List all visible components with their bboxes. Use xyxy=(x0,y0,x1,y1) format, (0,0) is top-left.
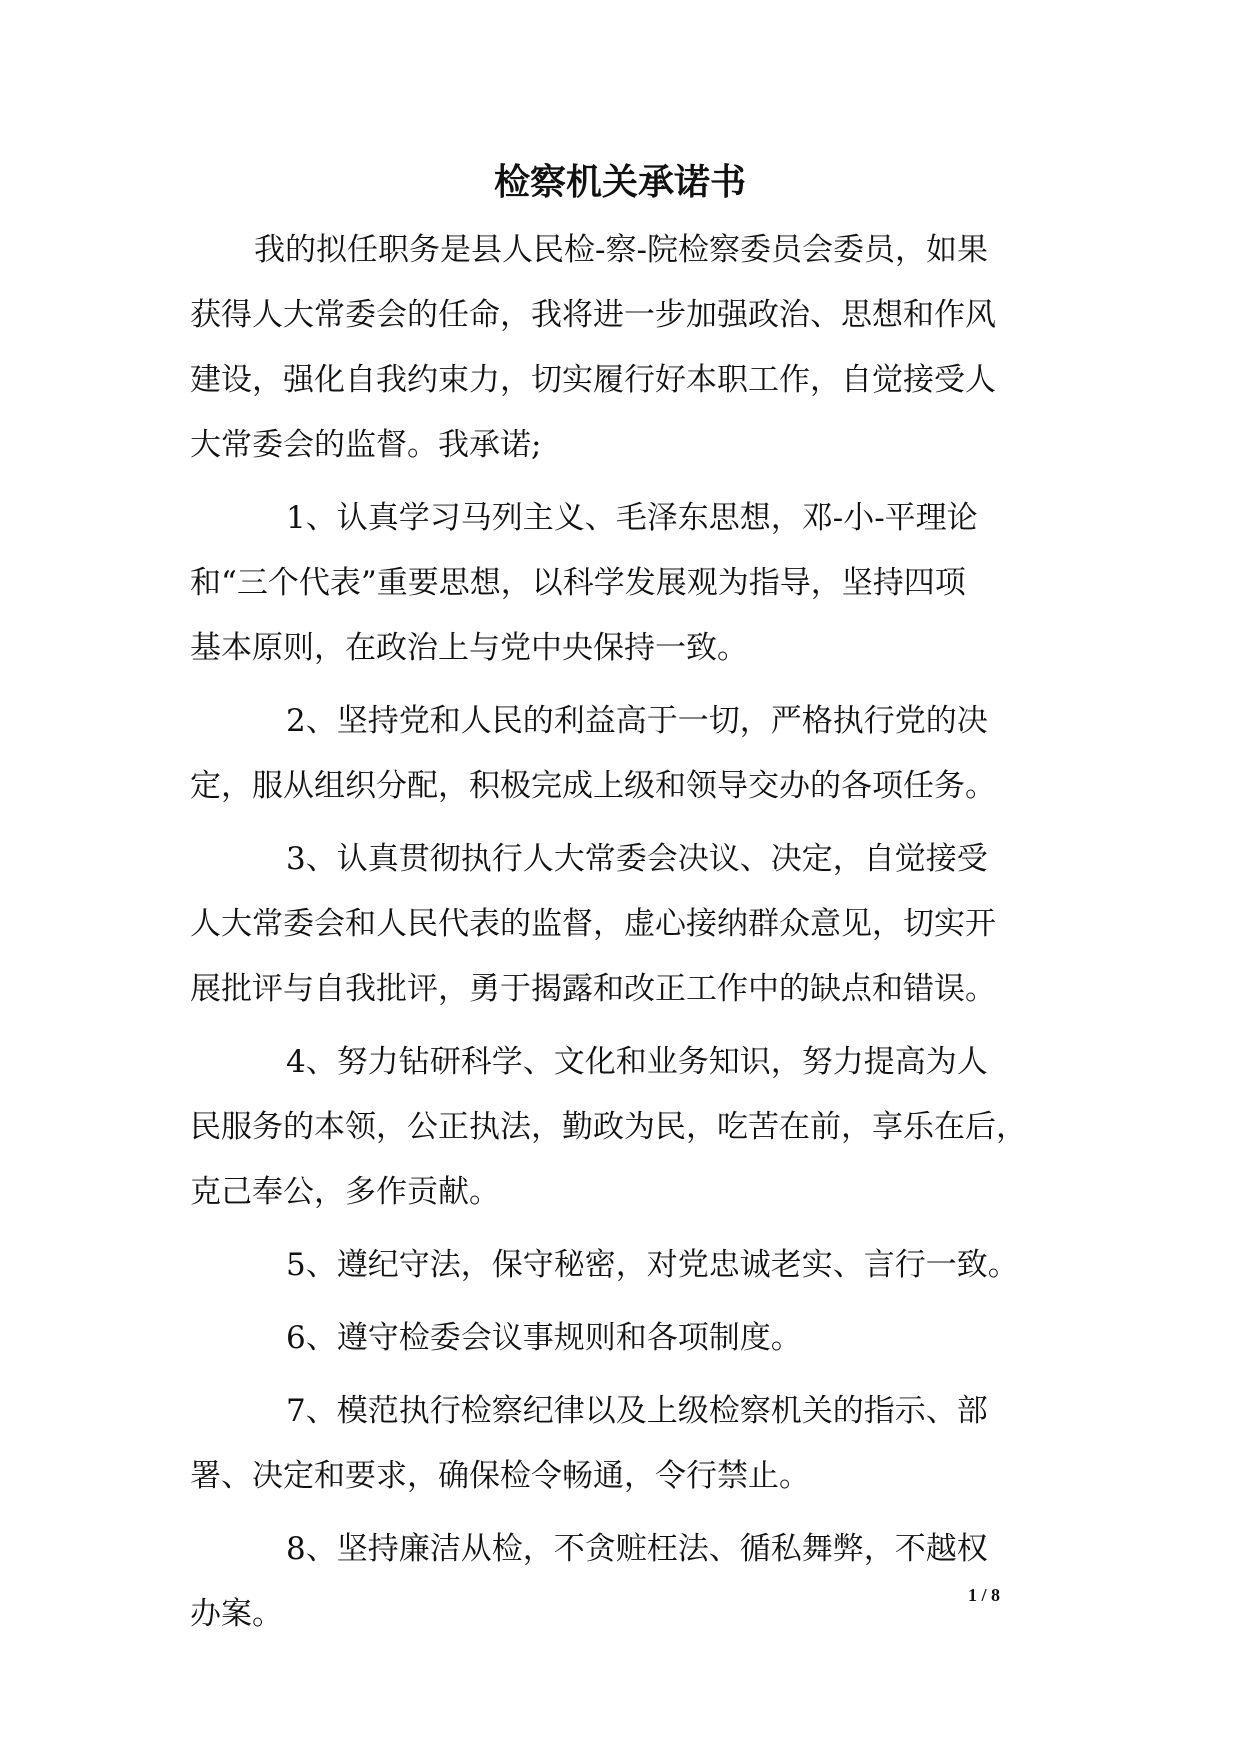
commitment-item-1 xyxy=(190,486,1052,681)
commitment-item-8 xyxy=(190,1517,1052,1647)
item-line: 3、认真贯彻执行人大常委会决议、决定，自觉接受 xyxy=(286,841,988,877)
document-title: 检察机关承诺书 xyxy=(493,161,746,203)
item-line: 7、模范执行检察纪律以及上级检察机关的指示、部 xyxy=(286,1393,988,1429)
item-line: 6、遵守检委会议事规则和各项制度。 xyxy=(286,1320,802,1356)
commitment-item-5 xyxy=(190,1233,1052,1298)
item-line: 8、坚持廉洁从检，不贪赃枉法、循私舞弊，不越权 xyxy=(286,1531,988,1567)
item-line: 署、决定和要求，确保检令畅通，令行禁止。 xyxy=(190,1458,810,1494)
item-line: 民服务的本领，公正执法，勤政为民，吃苦在前，享乐在后， xyxy=(190,1109,1027,1145)
document-body xyxy=(190,218,1052,1647)
commitment-item-6 xyxy=(190,1306,1052,1371)
item-line: 4、努力钻研科学、文化和业务知识，努力提高为人 xyxy=(286,1044,988,1080)
item-line: 基本原则，在政治上与党中央保持一致。 xyxy=(190,630,748,666)
intro-line: 我的拟任职务是县人民检-察-院检察委员会委员，如果 xyxy=(254,232,988,268)
intro-line: 大常委会的监督。我承诺; xyxy=(190,427,542,463)
item-line: 2、坚持党和人民的利益高于一切，严格执行党的决 xyxy=(286,703,988,739)
intro-line: 建设，强化自我约束力，切实履行好本职工作，自觉接受人 xyxy=(190,362,996,398)
item-line: 人大常委会和人民代表的监督，虚心接纳群众意见，切实开 xyxy=(190,906,996,942)
page-number: 1 / 8 xyxy=(968,1585,1001,1605)
commitment-item-4 xyxy=(190,1030,1052,1225)
item-line: 5、遵纪守法，保守秘密，对党忠诚老实、言行一致。 xyxy=(286,1247,1019,1283)
item-line: 1、认真学习马列主义、毛泽东思想，邓-小-平理论 xyxy=(286,500,978,536)
commitment-item-7 xyxy=(190,1379,1052,1509)
item-line: 定，服从组织分配，积极完成上级和领导交办的各项任务。 xyxy=(190,768,996,804)
item-line: 和“三个代表”重要思想，以科学发展观为指导，坚持四项 xyxy=(190,565,966,601)
item-line: 克己奉公，多作贡献。 xyxy=(190,1174,500,1210)
item-line: 办案。 xyxy=(190,1596,283,1632)
intro-paragraph xyxy=(190,218,1052,478)
commitment-item-2 xyxy=(190,689,1052,819)
commitment-item-3 xyxy=(190,827,1052,1022)
item-line: 展批评与自我批评，勇于揭露和改正工作中的缺点和错误。 xyxy=(190,971,996,1007)
intro-line: 获得人大常委会的任命，我将进一步加强政治、思想和作风 xyxy=(190,297,996,333)
